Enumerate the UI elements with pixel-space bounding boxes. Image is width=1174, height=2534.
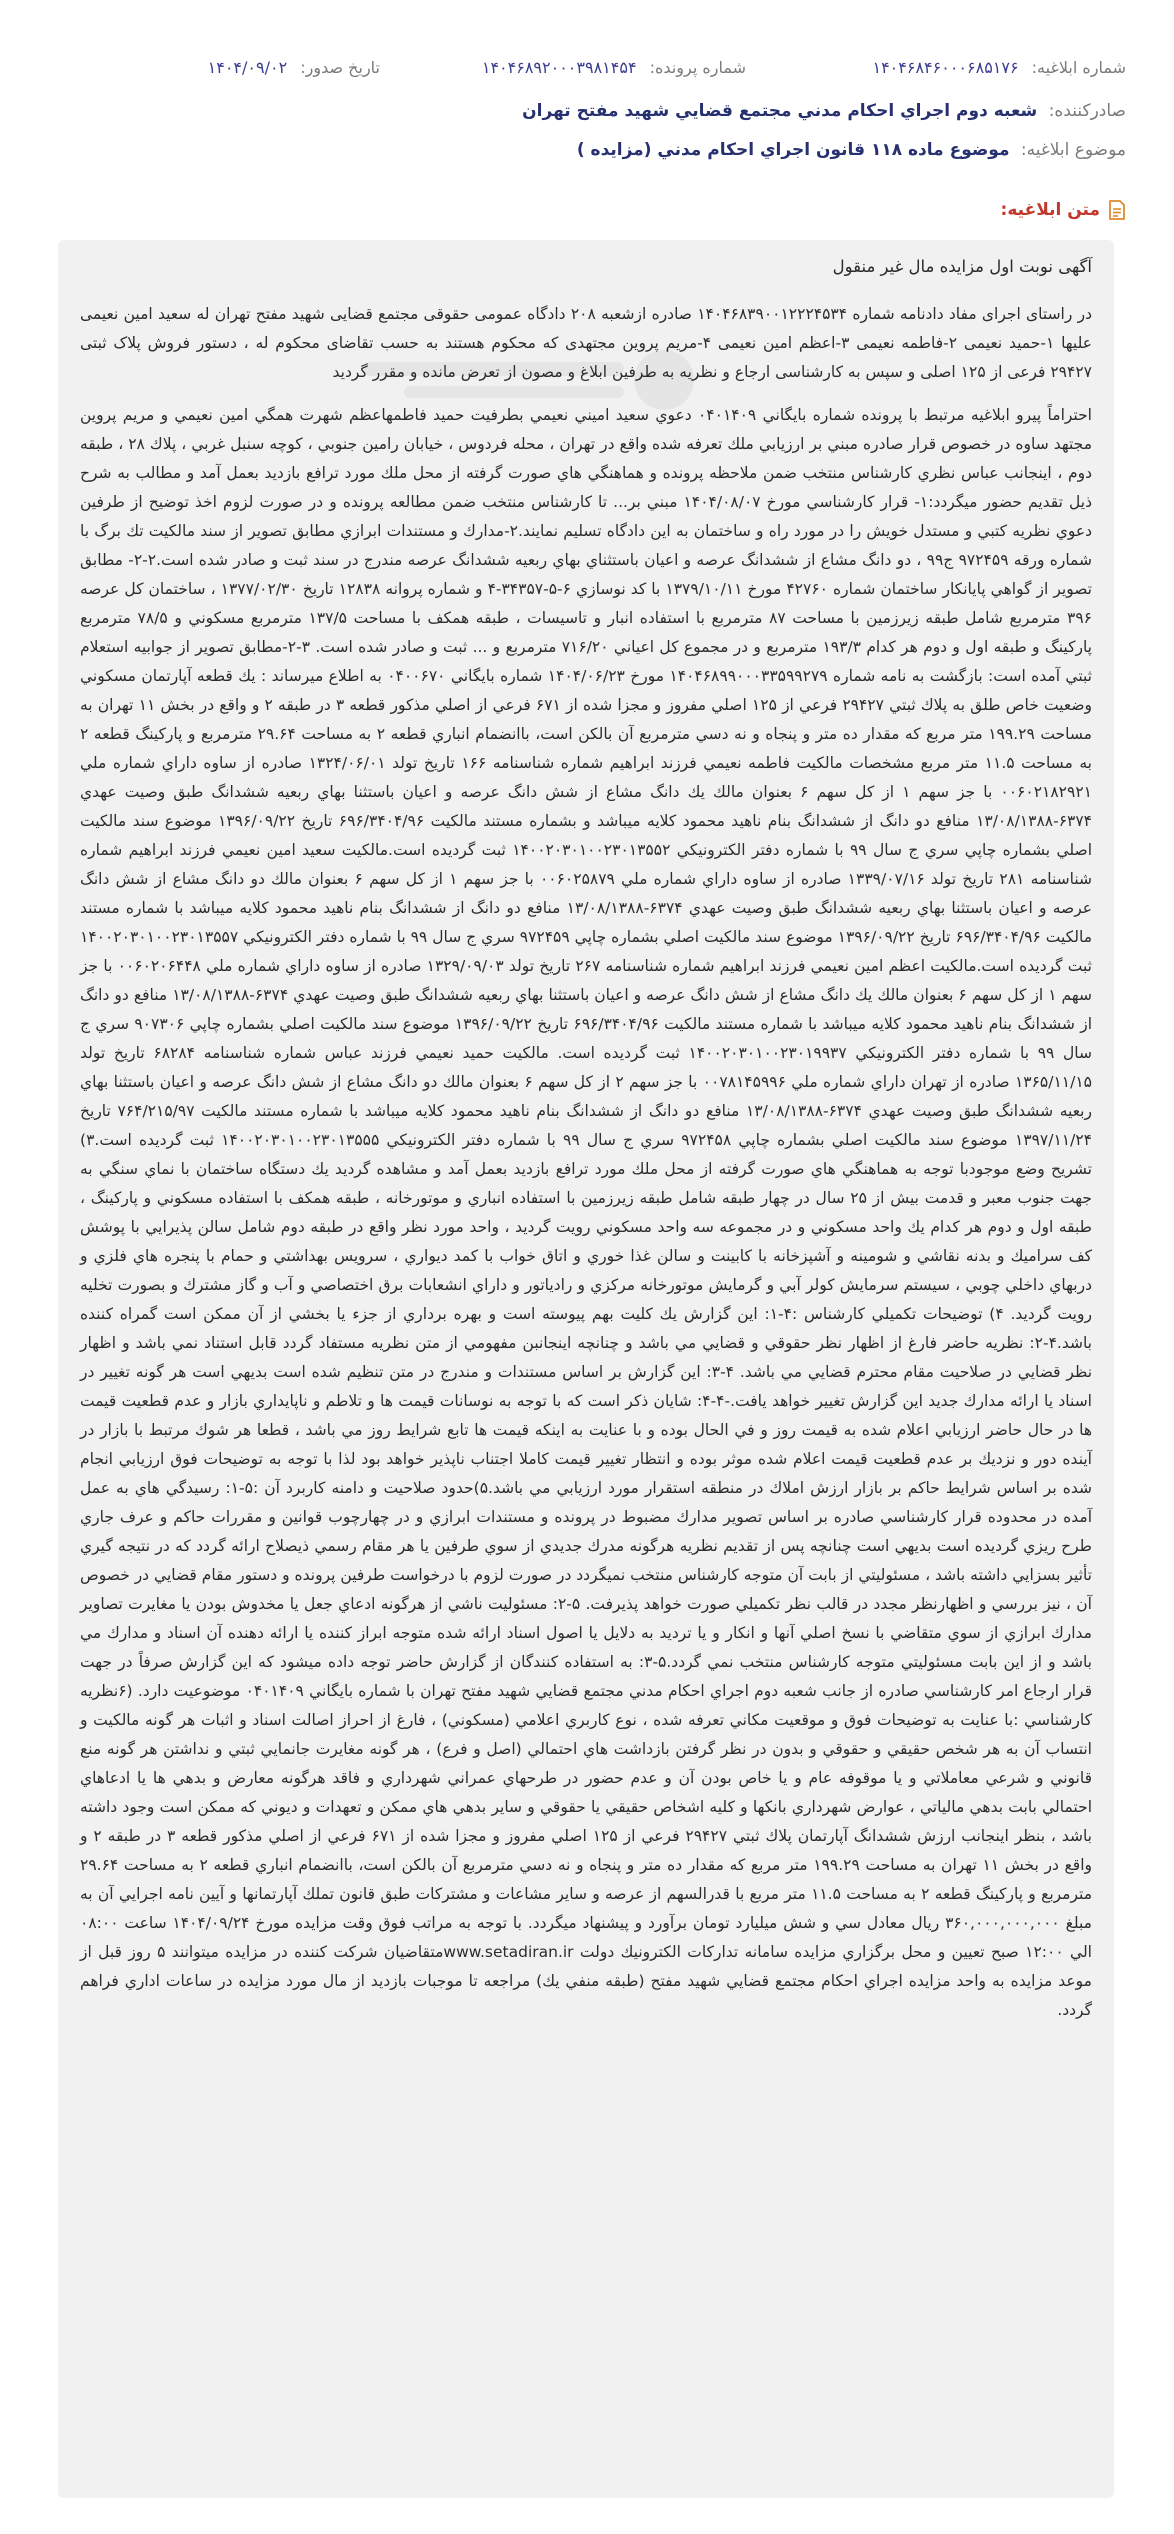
notice-meta-row xyxy=(60,58,1126,88)
notice-number-label: شماره ابلاغیه: xyxy=(1031,58,1126,77)
notice-body-panel xyxy=(58,240,1114,2498)
case-number-label: شماره پرونده: xyxy=(649,58,746,77)
subject-value: موضوع ماده ۱۱۸ قانون اجراي احكام مدني (مزايده ) xyxy=(576,140,1010,160)
issue-date-value: ۱۴۰۴/۰۹/۰۲ xyxy=(207,58,288,77)
notice-number xyxy=(872,58,1126,77)
notice-text-title xyxy=(1001,200,1126,220)
notice-body xyxy=(80,252,1092,2039)
issuer-line xyxy=(522,101,1126,121)
notice-header xyxy=(0,0,1174,240)
notice-number-value: ۱۴۰۴۶۸۴۶۰۰۰۶۸۵۱۷۶ xyxy=(872,58,1019,77)
issuer-value: شعبه دوم اجراي احكام مدني مجتمع قضايي شهيد مفتح تهران xyxy=(522,101,1038,121)
notice-text-title-label: متن ابلاغیه: xyxy=(1000,200,1100,220)
document-icon xyxy=(1108,200,1126,220)
notice-paragraph-2: احتراماً پيرو ابلاغيه مرتبط با پرونده شماره بايگاني ۰۴۰۱۴۰۹ دعوي سعيد اميني نعيمي بطرفيت حميد فاطمهاعظم شهرت همگي امين نعيمي و مريم پروين مجتهد ساوه در خصوص قرار صادره مبني بر ارزيابي ملك تعرفه شده واقع در تهران ، محله فردوس ، خيابان رامين جنوبي ، كوچه سنبل غربي ، پلاك ۲۸ ، طبقه دوم ، اينجانب عباس نظري كارشناس منتخب ضمن ملاحظه پرونده و هماهنگي هاي صورت گرفته از محل ملك مورد ترافع بازديد بعمل آمد و مطالب به شرح ذيل تقديم حضور ميگردد:۱- قرار كارشناسي مورخ ۱۴۰۴/۰۸/۰۷ مبني بر... تا كارشناس منتخب ضمن مطالعه پرونده و در صورت لزوم اخذ توضيح از طرفين دعوي نظريه كتبي و مستدل خويش را در مورد راه و ساختمان به اين دادگاه تسليم نمايند.۲-مدارك و مستندات ابرازي مطابق تصوير از سند مالكيت تك برگ با شماره ورقه ۹۷۲۴۵۹ ج۹۹ ، دو دانگ مشاع از ششدانگ عرصه و اعيان باستثناي بهاي ربعيه ششدانگ عرصه مندرج در سند ثبت و صادر شده است.۲-۲- مطابق تصوير از گواهي پايانكار ساختمان شماره ۴۲۷۶۰ مورخ ۱۳۷۹/۱۰/۱۱ با كد نوسازي ۶-۵-۳۴۳۵۷-۴ و شماره پروانه ۱۲۸۳۸ تاريخ ۱۳۷۷/۰۲/۳۰ ، ساختمان كل عرصه ۳۹۶ مترمربع شامل طبقه زيرزمين با مساحت ۸۷ مترمربع با استفاده انبار و تاسيسات ، طبقه همكف با مساحت ۱۳۷/۵ مترمربع مسكوني و ۷۸/۵ مترمربع پاركينگ و طبقه اول و دوم هر كدام ۱۹۳/۳ مترمربع و در مجموع كل اعياني ۷۱۶/۲۰ مترمربع و ... ثبت و صادر شده است. ۳-۲-مطابق تصوير از جوابيه استعلام ثبتي آمده است: بازگشت به نامه شماره ۱۴۰۴۶۸۹۹۰۰۰۳۳۵۹۹۲۷۹ مورخ ۱۴۰۴/۰۶/۲۳ شماره بايگاني ۰۴۰۰۶۷۰ به اطلاع ميرساند : يك قطعه آپارتمان مسكوني وضعيت خاص طلق به پلاك ثبتي ۲۹۴۲۷ فرعي از ۱۲۵ اصلي مفروز و مجزا شده از ۶۷۱ فرعي از اصلي مذكور قطعه ۳ در طبقه ۲ و واقع در بخش ۱۱ تهران به مساحت ۱۹۹.۲۹ متر مربع كه مقدار ده متر و پنجاه و نه دسي مترمربع آن بالكن است، باانضمام انباري قطعه ۲ به مساحت ۲۹.۶۴ مترمربع و پاركينگ قطعه ۲ به مساحت ۱۱.۵ متر مربع مشخصات مالكيت فاطمه نعيمي فرزند ابراهيم شماره شناسنامه ۱۶۶ تاريخ تولد ۱۳۲۴/۰۶/۰۱ صادره از ساوه داراي شماره ملي ۰۰۶۰۲۱۸۲۹۲۱ با جز سهم ۱ از كل سهم ۶ بعنوان مالك يك دانگ مشاع از شش دانگ عرصه و اعيان باستثنا بهاي ربعيه ششدانگ طبق وصيت عهدي ۶۳۷۴-۱۳/۰۸/۱۳۸۸ منافع دو دانگ از ششدانگ بنام ناهيد محمود كلايه ميباشد و بشماره مستند مالكيت ۶۹۶/۳۴۰۴/۹۶ تاريخ ۱۳۹۶/۰۹/۲۲ موضوع سند مالكيت اصلي بشماره چاپي سري ج سال ۹۹ با شماره دفتر الكترونيكي ۱۴۰۰۲۰۳۰۱۰۰۲۳۰۱۳۵۵۲ ثبت گرديده است.مالكيت سعيد امين نعيمي فرزند ابراهيم شماره شناسنامه ۲۸۱ تاريخ تولد ۱۳۳۹/۰۷/۱۶ صادره از ساوه داراي شماره ملي ۰۰۶۰۲۵۸۷۹ با جز سهم ۱ از كل سهم ۶ بعنوان مالك دو دانگ مشاع از شش دانگ عرصه و اعيان باستثنا بهاي ربعيه ششدانگ طبق وصيت عهدي ۶۳۷۴-۱۳/۰۸/۱۳۸۸ منافع دو دانگ از ششدانگ بنام ناهيد محمود كلايه ميباشد با شماره مستند مالكيت ۶۹۶/۳۴۰۴/۹۶ تاريخ ۱۳۹۶/۰۹/۲۲ موضوع سند مالكيت اصلي بشماره چاپي ۹۷۲۴۵۹ سري ج سال ۹۹ با شماره دفتر الكترونيكي ۱۴۰۰۲۰۳۰۱۰۰۲۳۰۱۳۵۵۷ ثبت گرديده است.مالكيت اعظم امين نعيمي فرزند ابراهيم شماره شناسنامه ۲۶۷ تاريخ تولد ۱۳۲۹/۰۹/۰۳ صادره از ساوه داراي شماره ملي ۰۰۶۰۲۰۶۴۴۸ با جز سهم ۱ از كل سهم ۶ بعنوان مالك يك دانگ مشاع از شش دانگ عرصه و اعيان باستثنا بهاي ربعيه ششدانگ طبق وصيت عهدي ۶۳۷۴-۱۳/۰۸/۱۳۸۸ منافع دو دانگ از ششدانگ بنام ناهيد محمود كلايه ميباشد با شماره مستند مالكيت ۶۹۶/۳۴۰۴/۹۶ تاريخ ۱۳۹۶/۰۹/۲۲ موضوع سند مالكيت اصلي بشماره چاپي ۹۰۷۳۰۶ سري ج سال ۹۹ با شماره دفتر الكترونيكي ۱۴۰۰۲۰۳۰۱۰۰۲۳۰۱۹۹۳۷ ثبت گرديده است. مالكيت حميد نعيمي فرزند عباس شماره شناسنامه ۶۸۲۸۴ تاريخ تولد ۱۳۶۵/۱۱/۱۵ صادره از تهران داراي شماره ملي ۰۰۷۸۱۴۵۹۹۶ با جز سهم ۲ از كل سهم ۶ بعنوان مالك دو دانگ مشاع از شش دانگ عرصه و اعيان باستثنا بهاي ربعيه ششدانگ طبق وصيت عهدي ۶۳۷۴-۱۳/۰۸/۱۳۸۸ منافع دو دانگ از ششدانگ بنام ناهيد محمود كلايه ميباشد با شماره مستند مالكيت ۷۶۴/۲۱۵/۹۷ تاريخ ۱۳۹۷/۱۱/۲۴ موضوع سند مالكيت اصلي بشماره چاپي ۹۷۲۴۵۸ سري ج سال ۹۹ با شماره دفتر الكترونيكي ۱۴۰۰۲۰۳۰۱۰۰۲۳۰۱۳۵۵۵ ثبت گرديده است.۳) تشريح وضع موجودبا توجه به هماهنگي هاي صورت گرفته از محل ملك مورد ترافع بازديد بعمل آمد و مشاهده گرديد يك دستگاه ساختمان با نماي سنگي به جهت جنوب معبر و قدمت بيش از ۲۵ سال در چهار طبقه شامل طبقه زيرزمين با استفاده انباري و موتورخانه ، طبقه همكف با استفاده مسكوني و پاركينگ ، طبقه اول و دوم هر كدام يك واحد مسكوني و در مجموعه سه واحد مسكوني رويت گرديد ، واحد مورد نظر واقع در طبقه دوم شامل سالن پذيرايي با پوشش كف سراميك و بدنه نقاشي و شومينه و آشپزخانه با كابينت و سالن غذا خوري و اتاق خواب با كمد ديواري ، سرويس بهداشتي و حمام با پنجره هاي فلزي و دربهاي داخلي چوبي ، سيستم سرمايش كولر آبي و گرمايش موتورخانه مركزي و رادياتور و داراي انشعابات برق اختصاصي و آب و گاز مشترك و بصورت تخليه رويت گرديد. ۴) توضيحات تكميلي كارشناس :۴-۱: اين گزارش يك كليت بهم پيوسته است و بهره برداري از جزء يا بخشي از آن ممكن است گمراه كننده باشد.۴-۲: نظريه حاضر فارغ از اظهار نظر حقوقي و قضايي مي باشد و چنانچه اينجانبن مفهومي از متن نظريه مستفاد گردد قابل استناد نمي باشد و اظهار نظر قضايي در صلاحيت مقام محترم قضايي مي باشد. ۴-۳: اين گزارش بر اساس مستندات و مندرج در متن تنظيم شده است بديهي است هر گونه تغيير در اسناد يا ارائه مدارك جديد اين گزارش تغيير خواهد يافت.-۴-۴: شايان ذكر است كه با توجه به نوسانات قيمت ها و تلاطم و ناپايداري بازار و عدم قطعيت قيمت ها در حال حاضر ارزيابي اعلام شده به قيمت روز و في الحال بوده و با عنايت به اينكه قيمت ها تابع شرايط روز مي باشد ، قطعا هر شوك مرتبط با بازار در آينده دور و نزديك بر عدم قطعيت قيمت اعلام شده موثر بوده و انتظار تغيير قيمت كاملا اجتناب ناپذير خواهد بود لذا با توجه به توضيحات فوق ارزيابي انجام شده بر اساس شرايط حاكم بر بازار ارزش املاك در منطقه استقرار مورد ارزيابي مي باشد.۵)حدود صلاحيت و دامنه كاربرد آن :۵-۱: رسيدگي هاي به عمل آمده در محدوده قرار كارشناسي صادره بر اساس تصوير مدارك مضبوط در پرونده و مستندات ابرازي و در چهارچوب قوانين و مقررات حاكم و عرف جاري طرح ريزي گرديده است بديهي است چنانچه پس از تقديم نظريه هرگونه مدرك جديدي از سوي طرفين يا هر مقام رسمي ذيصلاح ارائه گردد كه در نتيجه گيري تأثير بسزايي داشته باشد ، مسئوليتي از بابت آن متوجه كارشناس منتخب نميگردد در صورت لزوم با درخواست طرفين پرونده و دستور مقام قضايي در خصوص آن ، نيز بررسي و اظهارنظر مجدد در قالب نظر تكميلي صورت خواهد پذيرفت. ۵-۲: مسئوليت ناشي از هرگونه ادعاي جعل يا مخدوش بودن يا مغايرت تصاوير مدارك ابرازي از سوي متقاضي با نسخ اصلي آنها و انكار و يا ترديد به دلايل يا اصول اسناد ارائه شده متوجه ابراز كننده يا ارائه دهنده آن اسناد و مدارك مي باشد و از اين بابت مسئوليتي متوجه كارشناس منتخب نمي گردد.۵-۳: به استفاده كنندگان از گزارش حاضر توجه داده ميشود كه اين گزارش صرفاً در جهت قرار ارجاع امر كارشناسي صادره از جانب شعبه دوم اجراي احكام مدني مجتمع قضايي شهيد مفتح تهران با شماره بايگاني ۰۴۰۱۴۰۹ موضوعيت دارد. (۶نظريه كارشناسي :با عنايت به توضيحات فوق و موقعيت مكاني تعرفه شده ، نوع كاربري اعلامي (مسكوني) ، فارغ از احراز اصالت اسناد و اثبات هر گونه مالكيت و انتساب آن به هر شخص حقيقي و حقوقي و بدون در نظر گرفتن بازداشت هاي احتمالي (اصل و فرع) ، هر گونه مغايرت جانمايي ثبتي و نداشتن هر گونه منع قانوني و شرعي معاملاتي و يا موقوفه عام و يا خاص بودن آن و عدم حضور در طرحهاي عمراني شهرداري و فاقد هرگونه معارض و بدهي ها يا ادعاهاي احتمالي بابت بدهي مالياتي ، عوارض شهرداري بانكها و كليه اشخاص حقيقي يا حقوقي و ساير بدهي هاي ممكن و تعهدات و ديوني كه ممكن است وجود داشته باشد ، بنظر اينجانب ارزش ششدانگ آپارتمان پلاك ثبتي ۲۹۴۲۷ فرعي از ۱۲۵ اصلي مفروز و مجزا شده از ۶۷۱ فرعي از اصلي مذكور قطعه ۳ در طبقه ۲ و واقع در بخش ۱۱ تهران به مساحت ۱۹۹.۲۹ متر مربع كه مقدار ده متر و پنجاه و نه دسي مترمربع آن بالكن است، باانضمام انباري قطعه ۲ به مساحت ۲۹.۶۴ مترمربع و پاركينگ قطعه ۲ به مساحت ۱۱.۵ متر مربع با قدرالسهم از عرصه و ساير مشاعات و مشتركات طبق قانون تملك آپارتمانها و آيين نامه اجرايي آن به مبلغ ۳۶۰,۰۰۰,۰۰۰,۰۰۰ ريال معادل سي و شش ميليارد تومان برآورد و پيشنهاد ميگردد. با توجه به مراتب فوق وقت مزايده مورخ ۱۴۰۴/۰۹/۲۴ ساعت ۰۸:۰۰ الي ۱۲:۰۰ صبح تعيين و محل برگزاري مزايده سامانه تداركات الكترونيك دولت www.setadiran.irمتقاضيان شركت كننده در مزايده ميتوانند ۵ روز قبل از موعد مزايده به واحد مزايده اجراي احكام مجتمع قضايي شهيد مفتح (طبقه منفي يك) مراجعه تا موجبات بازديد از مال مورد مزايده در ساعات اداري فراهم گردد. xyxy=(80,406,1093,2019)
case-number-value: ۱۴۰۴۶۸۹۲۰۰۰۳۹۸۱۴۵۴ xyxy=(481,58,637,77)
issue-date-label: تاریخ صدور: xyxy=(300,58,380,77)
notice-heading: آگهی نوبت اول مزایده مال غیر منقول xyxy=(832,257,1092,276)
case-number xyxy=(482,58,746,77)
subject-line xyxy=(577,140,1126,160)
subject-label: موضوع ابلاغیه: xyxy=(1020,140,1126,160)
notice-paragraph-1: در راستای اجرای مفاد دادنامه شماره ۱۴۰۴۶۸۳۹۰۰۱۲۲۲۴۵۳۴ صادره ازشعبه ۲۰۸ دادگاه عمومی حقوقی مجتمع قضایی شهید مفتح تهران له سعید امین نعیمی علیها ۱-حمید نعیمی ۲-فاطمه نعیمی ۳-اعظم امین نعیمی ۴-مریم پروین مجتهدی که محکوم هستند به حسب تقاضای محکوم له ، دستور فروش پلاک ثبتی ۲۹۴۲۷ فرعی از ۱۲۵ اصلی و سپس به کارشناسی ارجاع و نظریه به طرفین ابلاغ و مصون از تعرض مانده و مقرر گردید xyxy=(80,305,1092,381)
issue-date xyxy=(208,58,380,77)
issuer-label: صادرکننده: xyxy=(1048,101,1126,121)
